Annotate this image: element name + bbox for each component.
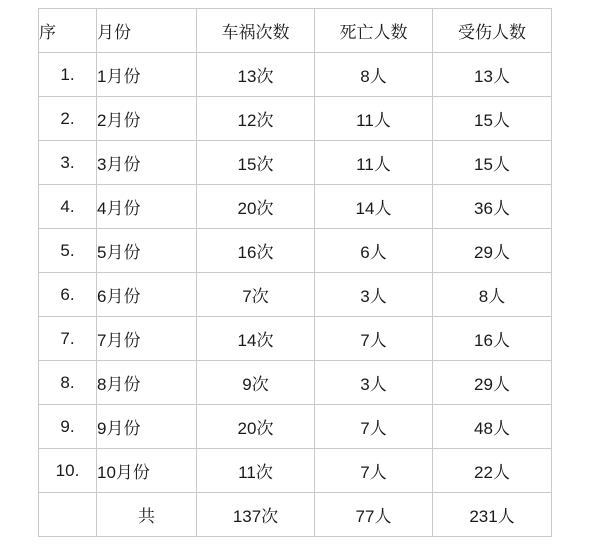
cell-injured: 15人 [433, 97, 552, 141]
cell-injured: 8人 [433, 273, 552, 317]
cell-index: 9. [39, 405, 97, 449]
cell-index: 7. [39, 317, 97, 361]
table-total-row [39, 493, 552, 537]
traffic-accident-table-wrapper [38, 8, 551, 537]
cell-deaths: 6人 [315, 229, 433, 273]
column-header-month: 月份 [97, 9, 197, 53]
cell-accidents: 14次 [197, 317, 315, 361]
cell-total-injured: 231人 [433, 493, 552, 537]
table-row [39, 317, 552, 361]
cell-month: 6月份 [97, 273, 197, 317]
cell-month: 2月份 [97, 97, 197, 141]
cell-deaths: 7人 [315, 405, 433, 449]
cell-index [39, 493, 97, 537]
table-row [39, 273, 552, 317]
cell-month: 8月份 [97, 361, 197, 405]
cell-accidents: 16次 [197, 229, 315, 273]
cell-deaths: 3人 [315, 273, 433, 317]
cell-index: 2. [39, 97, 97, 141]
cell-deaths: 14人 [315, 185, 433, 229]
cell-deaths: 11人 [315, 141, 433, 185]
cell-accidents: 12次 [197, 97, 315, 141]
table-header-row [39, 9, 552, 53]
table-row [39, 361, 552, 405]
cell-accidents: 20次 [197, 405, 315, 449]
cell-month: 1月份 [97, 53, 197, 97]
table-row [39, 449, 552, 493]
cell-month: 10月份 [97, 449, 197, 493]
cell-injured: 29人 [433, 361, 552, 405]
cell-month: 5月份 [97, 229, 197, 273]
cell-injured: 48人 [433, 405, 552, 449]
table-row [39, 97, 552, 141]
cell-accidents: 20次 [197, 185, 315, 229]
cell-index: 8. [39, 361, 97, 405]
cell-index: 3. [39, 141, 97, 185]
cell-injured: 22人 [433, 449, 552, 493]
cell-month: 7月份 [97, 317, 197, 361]
cell-injured: 15人 [433, 141, 552, 185]
cell-index: 10. [39, 449, 97, 493]
cell-accidents: 11次 [197, 449, 315, 493]
traffic-accident-table [38, 8, 552, 537]
table-row [39, 185, 552, 229]
cell-accidents: 7次 [197, 273, 315, 317]
cell-deaths: 7人 [315, 449, 433, 493]
column-header-index: 序 [39, 9, 97, 53]
column-header-deaths: 死亡人数 [315, 9, 433, 53]
cell-total-accidents: 137次 [197, 493, 315, 537]
cell-injured: 13人 [433, 53, 552, 97]
table-row [39, 405, 552, 449]
cell-injured: 36人 [433, 185, 552, 229]
cell-accidents: 9次 [197, 361, 315, 405]
column-header-accidents: 车祸次数 [197, 9, 315, 53]
cell-index: 4. [39, 185, 97, 229]
table-row [39, 141, 552, 185]
cell-total-deaths: 77人 [315, 493, 433, 537]
cell-deaths: 7人 [315, 317, 433, 361]
cell-accidents: 13次 [197, 53, 315, 97]
column-header-injured: 受伤人数 [433, 9, 552, 53]
cell-total-label: 共 [97, 493, 197, 537]
table-row [39, 53, 552, 97]
cell-month: 3月份 [97, 141, 197, 185]
cell-index: 5. [39, 229, 97, 273]
cell-deaths: 3人 [315, 361, 433, 405]
cell-index: 1. [39, 53, 97, 97]
cell-month: 4月份 [97, 185, 197, 229]
cell-accidents: 15次 [197, 141, 315, 185]
table-row [39, 229, 552, 273]
cell-index: 6. [39, 273, 97, 317]
cell-injured: 16人 [433, 317, 552, 361]
cell-deaths: 8人 [315, 53, 433, 97]
cell-injured: 29人 [433, 229, 552, 273]
cell-month: 9月份 [97, 405, 197, 449]
cell-deaths: 11人 [315, 97, 433, 141]
